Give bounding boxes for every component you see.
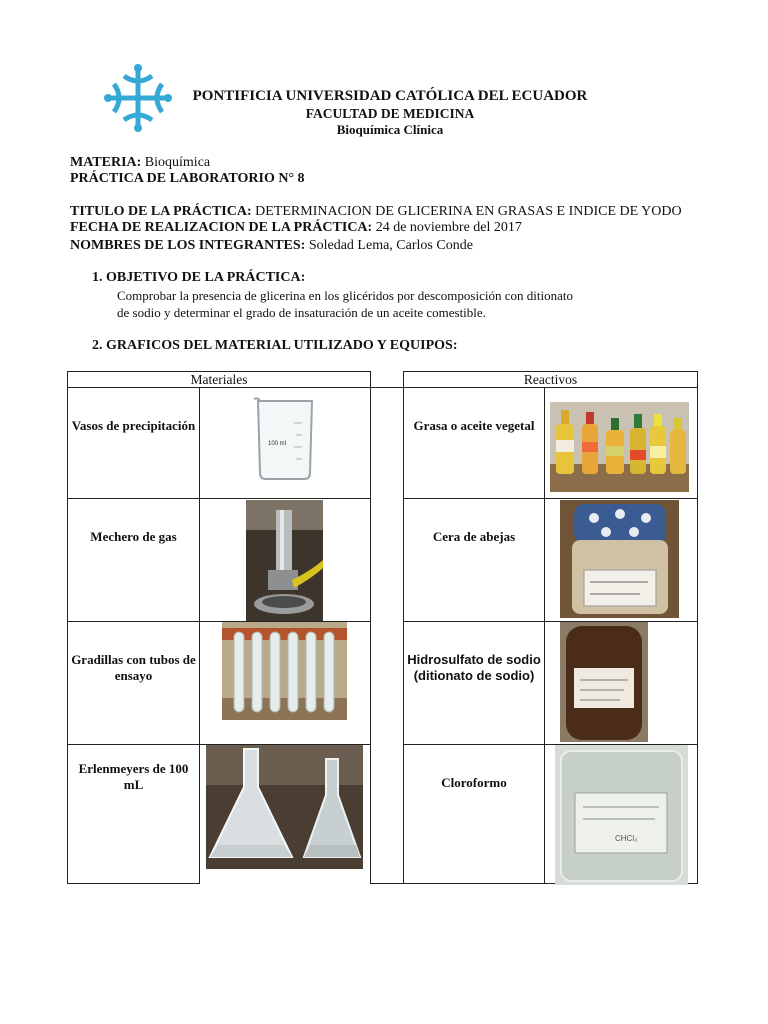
practica-number: PRÁCTICA DE LABORATORIO N° 8 xyxy=(70,171,305,186)
col-header-reactivos: Reactivos xyxy=(404,372,698,388)
nombres-value: Soledad Lema, Carlos Conde xyxy=(308,238,473,253)
faculty-name: FACULTAD DE MEDICINA xyxy=(305,106,475,121)
nombres-line xyxy=(70,238,473,254)
reagent-label: Grasa o aceite vegetal xyxy=(404,388,545,499)
university-logo-icon xyxy=(100,62,176,134)
fecha-value: 24 de noviembre del 2017 xyxy=(375,220,522,235)
titulo-value: DETERMINACION DE GLICERINA EN GRASAS E INDICE DE YODO xyxy=(255,204,682,219)
titulo-line xyxy=(70,204,682,220)
chloroform-image xyxy=(555,745,688,885)
department-name: Bioquímica Clínica xyxy=(336,122,444,137)
materia-label: MATERIA: xyxy=(70,155,142,170)
nombres-label: NOMBRES DE LOS INTEGRANTES: xyxy=(70,238,306,253)
material-label: Erlenmeyers de 100 mL xyxy=(68,745,200,884)
objetivo-text-2: de sodio y determinar el grado de insaturación de un aceite comestible. xyxy=(117,305,486,320)
graficos-heading: 2. GRAFICOS DEL MATERIAL UTILIZADO Y EQUIPOS: xyxy=(92,338,458,353)
materia-value: Bioquímica xyxy=(144,155,211,170)
oil-bottles-image xyxy=(550,402,689,492)
university-name: PONTIFICIA UNIVERSIDAD CATÓLICA DEL ECUADOR xyxy=(192,88,588,104)
reagent-label: Cera de abejas xyxy=(404,499,545,622)
objetivo-heading: 1. OBJETIVO DE LA PRÁCTICA: xyxy=(92,270,306,285)
gas-burner-image xyxy=(246,500,323,621)
beaker-image xyxy=(230,393,334,483)
fecha-line xyxy=(70,220,522,236)
dithionite-bottle-image xyxy=(560,622,648,742)
erlenmeyer-image xyxy=(206,745,363,869)
test-tube-rack-image xyxy=(222,622,347,720)
fecha-label: FECHA DE REALIZACION DE LA PRÁCTICA: xyxy=(70,220,373,235)
titulo-label: TITULO DE LA PRÁCTICA: xyxy=(70,204,252,219)
reagent-label: Cloroformo xyxy=(404,745,545,884)
beaker-volume-mark: 100 ml xyxy=(268,441,287,447)
beeswax-jar-image xyxy=(560,500,679,618)
objetivo-text-1: Comprobar la presencia de glicerina en los glicéridos por descomposición con ditionato xyxy=(117,288,573,303)
col-header-materiales: Materiales xyxy=(68,372,371,388)
material-label: Vasos de precipitación xyxy=(68,388,200,499)
materia-line xyxy=(70,155,210,171)
practica-line xyxy=(70,171,305,187)
chloroform-label-mark: CHCl₃ xyxy=(615,834,638,843)
material-label: Mechero de gas xyxy=(68,499,200,622)
reagent-label: Hidrosulfato de sodio (ditionato de sodio) xyxy=(404,622,545,745)
material-label: Gradillas con tubos de ensayo xyxy=(68,622,200,745)
